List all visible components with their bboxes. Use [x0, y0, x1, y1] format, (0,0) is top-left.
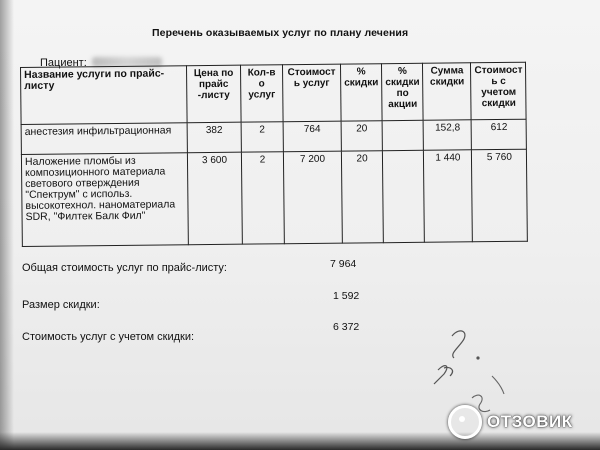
service-cost: 764 [283, 121, 341, 152]
service-discount-pct: 20 [341, 121, 383, 151]
summary-total-label: Общая стоимость услуг по прайс-листу: [22, 262, 227, 274]
service-qty: 2 [241, 152, 284, 244]
watermark [448, 405, 573, 439]
table-header-row [21, 62, 527, 124]
service-price: 382 [187, 122, 241, 153]
service-discount-sum: 1 440 [424, 150, 473, 242]
summary-discount-value: 1 592 [333, 290, 360, 302]
header-discount-pct: % скидки [340, 64, 382, 121]
service-promo-pct [382, 120, 424, 150]
patient-label: Пациент: [40, 57, 87, 69]
watermark-text: ОТЗОВИК [487, 412, 573, 431]
summary-final-value: 6 372 [333, 321, 360, 333]
page-shadow [0, 0, 14, 450]
header-discount-sum: Сумма скидки [423, 63, 472, 120]
header-service-name: Название услуги по прайс-листу [21, 66, 188, 125]
service-cost: 7 200 [283, 151, 342, 244]
service-discount-sum: 152,8 [424, 120, 472, 151]
service-qty: 2 [241, 122, 283, 152]
header-price: Цена по прайс -листу [186, 65, 241, 123]
header-quantity: Кол-в о услуг [240, 65, 283, 122]
summary-final-label: Стоимость услуг с учетом скидки: [22, 331, 195, 343]
service-total: 5 760 [472, 149, 528, 242]
header-total: Стоимост ь с учетом скидки [471, 62, 527, 120]
service-price: 3 600 [187, 152, 242, 245]
header-promo-pct: % скидки по акции [382, 63, 424, 120]
header-cost: Стоимост ь услуг [282, 64, 341, 122]
service-name: анестезия инфильтрационная [21, 123, 187, 155]
services-table [20, 62, 528, 247]
summary-discount-label: Размер скидки: [22, 299, 100, 311]
service-discount-pct: 20 [341, 151, 383, 243]
table-row [21, 149, 527, 246]
document-title: Перечень оказываемых услуг по плану лечения [152, 27, 409, 39]
service-name: Наложение пломбы из композиционного материала светового отверждения "Спектрум" с использ. высокотехнол. наноматериала SDR, "Филтек Балк Фил" [21, 153, 188, 247]
otzovik-logo-icon [448, 405, 482, 439]
service-total: 612 [472, 119, 527, 150]
summary-total-value: 7 964 [330, 258, 357, 270]
service-promo-pct [383, 150, 425, 242]
